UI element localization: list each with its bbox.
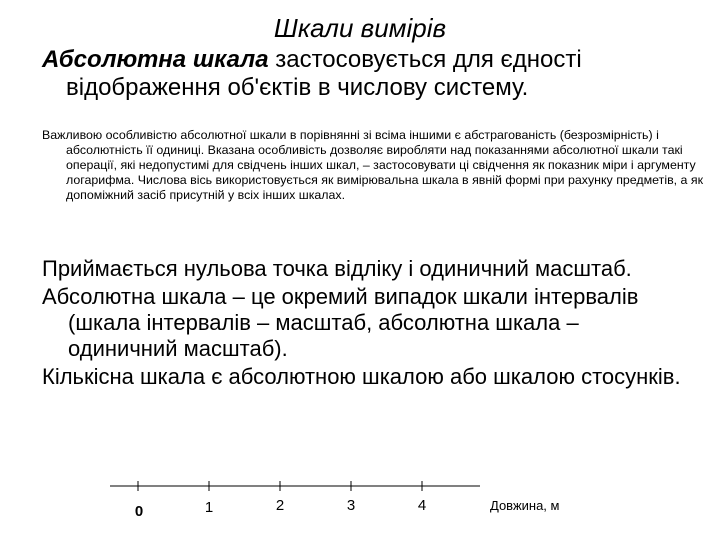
main-text-block bbox=[42, 256, 692, 392]
slide-title: Шкали вимірів bbox=[273, 13, 447, 43]
axis-unit-label: Довжина, м bbox=[490, 498, 560, 513]
tick-label: 3 bbox=[346, 497, 356, 514]
lead-paragraph bbox=[42, 46, 720, 102]
lead-rest: застосовується для єдності відображення об'єктів в числову систему. bbox=[66, 46, 582, 101]
tick-label: 4 bbox=[417, 497, 427, 514]
paragraph-zero-point: Приймається нульова точка відліку і одиничний масштаб. bbox=[42, 256, 632, 281]
detail-paragraph: Важливою особливістю абсолютної шкали в порівнянні зі всіма іншими є абстрагованість (безрозмірність) і абсолютність її одиниці. Вказана особливість дозволяє виробляти над показаннями абсолютної шкали такі операції, які недопустимі для свідчень інших шкал, – застосовувати ці свідчення як показник міри і аргументу логарифма. Числова вісь використовується як вимірювальна шкала в явній формі при рахунку предметів, а як допоміжний засіб присутній у всіх інших шкалах. bbox=[42, 128, 704, 202]
number-axis bbox=[0, 470, 720, 530]
paragraph-quantitative-scale: Кількісна шкала є абсолютною шкалою або шкалою стосунків. bbox=[42, 364, 681, 389]
paragraph-absolute-scale: Абсолютна шкала – це окремий випадок шкали інтервалів (шкала інтервалів – масштаб, абсолютна шкала – одиничний масштаб). bbox=[42, 284, 639, 361]
tick-label: 1 bbox=[204, 499, 214, 516]
tick-label: 0 bbox=[134, 503, 144, 520]
lead-term: Абсолютна шкала bbox=[42, 46, 269, 73]
tick-label: 2 bbox=[275, 497, 285, 514]
